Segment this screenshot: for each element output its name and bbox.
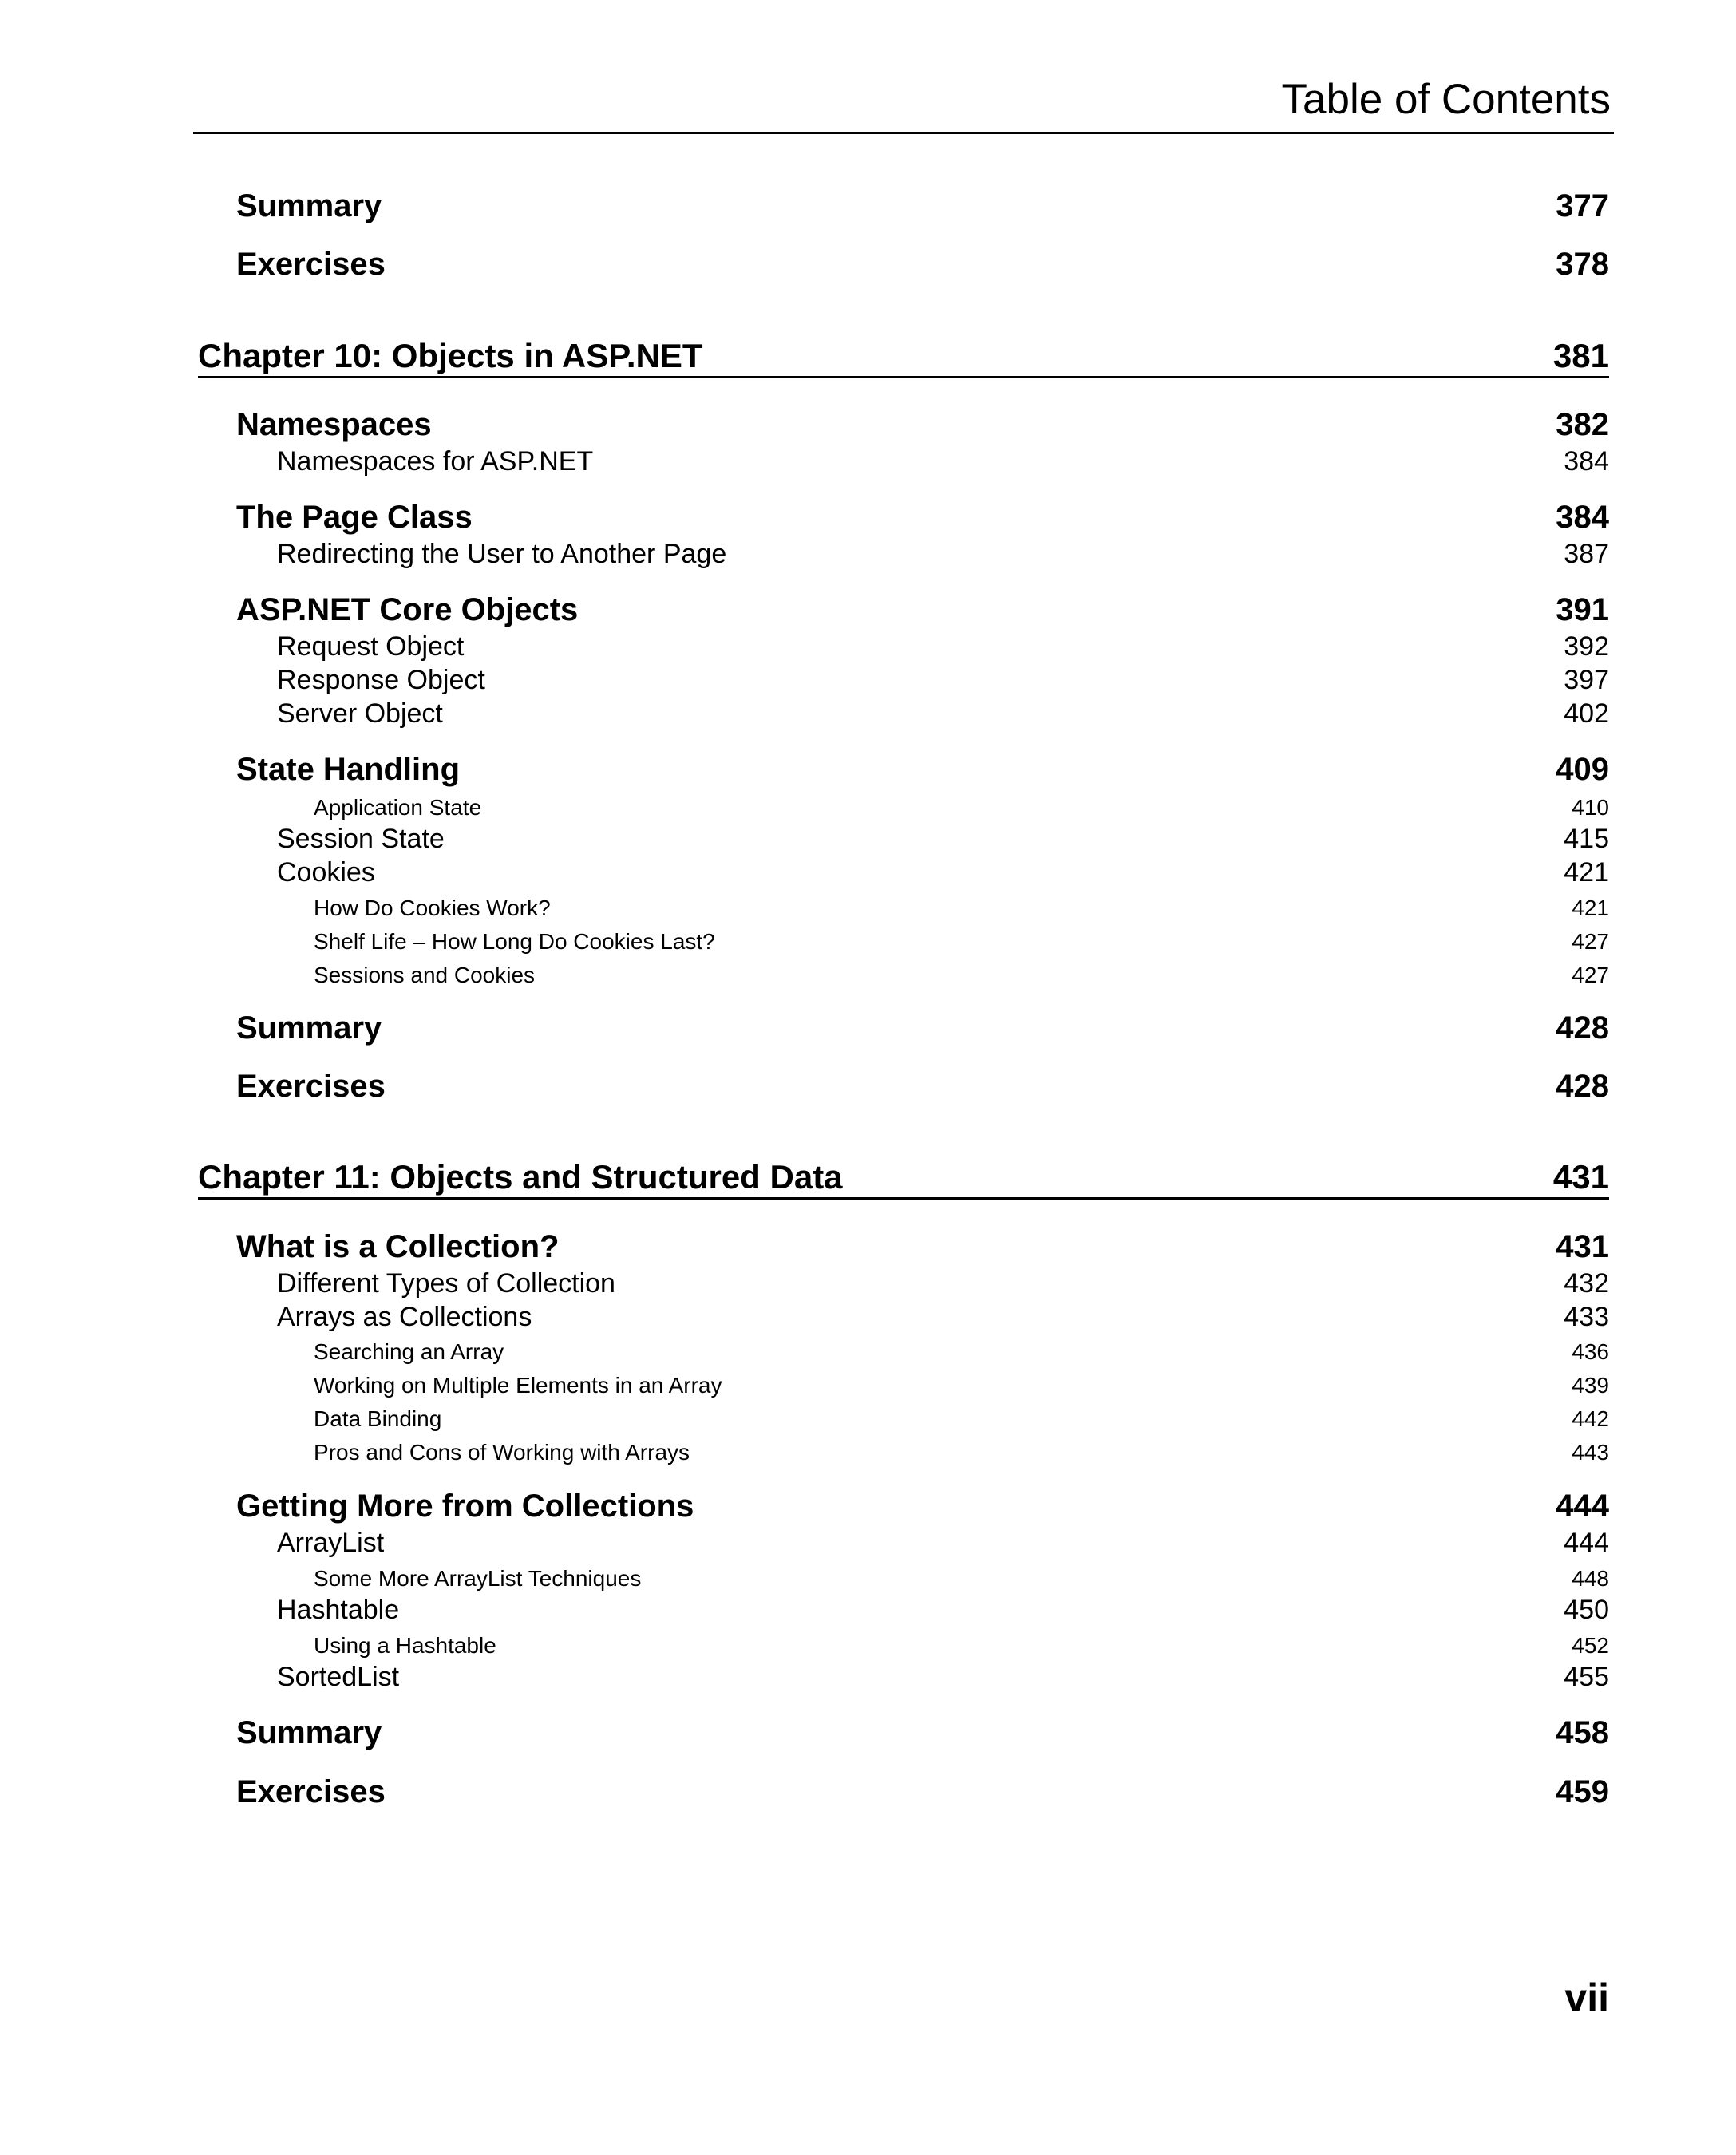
toc-entry-page: 432 (1564, 1268, 1609, 1299)
toc-entry-label: Exercises (236, 247, 386, 282)
toc-entry-page: 392 (1564, 631, 1609, 662)
toc-entry-page: 443 (1572, 1440, 1609, 1465)
toc-entry-page: 409 (1556, 752, 1609, 787)
toc-subsubentry-shelf-life[interactable] (0, 931, 1736, 953)
toc-entry-label: Summary (236, 1010, 382, 1046)
toc-entry-label: State Handling (236, 752, 461, 787)
toc-entry-page: 427 (1572, 963, 1609, 987)
running-header-title: Table of Contents (1281, 76, 1611, 123)
toc-subentry-hashtable[interactable] (0, 1596, 1736, 1623)
toc-entry-page: 450 (1564, 1595, 1609, 1625)
toc-entry-page: 431 (1556, 1229, 1609, 1264)
toc-entry-page: 402 (1564, 698, 1609, 729)
toc-entry-page: 397 (1564, 665, 1609, 695)
toc-entry-exercises[interactable] (0, 1776, 1736, 1808)
toc-entry-label: Shelf Life – How Long Do Cookies Last? (314, 929, 715, 954)
toc-entry-page: 436 (1572, 1339, 1609, 1364)
toc-entry-label: Summary (236, 188, 382, 223)
toc-entry-label: Request Object (277, 631, 465, 662)
chapter-title: Chapter 11: Objects and Structured Data (198, 1158, 843, 1196)
toc-subentry-types-of-collection[interactable] (0, 1270, 1736, 1297)
toc-entry-page: 459 (1556, 1774, 1609, 1809)
toc-entry-label: Namespaces (236, 407, 432, 442)
toc-entry-label: Summary (236, 1715, 382, 1750)
toc-entry-label: Redirecting the User to Another Page (277, 539, 727, 569)
toc-entry-label: Sessions and Cookies (314, 963, 536, 987)
toc-entry-page: 421 (1572, 896, 1609, 920)
toc-subentry-redirecting[interactable] (0, 540, 1736, 567)
toc-subsubentry-pros-and-cons[interactable] (0, 1441, 1736, 1464)
toc-entry-namespaces[interactable] (0, 409, 1736, 441)
toc-entry-label: Response Object (277, 665, 485, 695)
chapter-rule (198, 376, 1609, 378)
header-rule (193, 132, 1614, 134)
toc-entry-page: 433 (1564, 1302, 1609, 1332)
chapter-rule (198, 1197, 1609, 1200)
toc-subsubentry-sessions-and-cookies[interactable] (0, 964, 1736, 987)
toc-entry-page: 452 (1572, 1633, 1609, 1658)
chapter-page: 381 (1552, 337, 1609, 374)
toc-entry-label: Getting More from Collections (236, 1489, 694, 1524)
toc-entry-label: Exercises (236, 1774, 386, 1809)
toc-entry-page: 444 (1564, 1528, 1609, 1558)
toc-entry-label: Namespaces for ASP.NET (277, 446, 594, 476)
toc-entry-label: The Page Class (236, 500, 473, 535)
toc-entry-core-objects[interactable] (0, 594, 1736, 626)
toc-entry-page: 382 (1556, 407, 1609, 442)
toc-entry-label: Using a Hashtable (314, 1633, 496, 1658)
toc-entry-label: Pros and Cons of Working with Arrays (314, 1440, 690, 1465)
chapter-10-heading[interactable] (198, 339, 1609, 378)
toc-entry-page: 444 (1556, 1489, 1609, 1524)
chapter-title: Chapter 10: Objects in ASP.NET (198, 337, 703, 374)
toc-entry-label: How Do Cookies Work? (314, 896, 551, 920)
chapter-page: 431 (1552, 1158, 1609, 1196)
toc-entry-exercises[interactable] (0, 248, 1736, 280)
toc-entry-page: 377 (1556, 188, 1609, 223)
toc-entry-page: 384 (1564, 446, 1609, 476)
toc-entry-page: 410 (1572, 795, 1609, 820)
toc-subsubentry-data-binding[interactable] (0, 1408, 1736, 1430)
toc-subentry-sortedlist[interactable] (0, 1663, 1736, 1690)
toc-subentry-arrays-as-collections[interactable] (0, 1303, 1736, 1331)
toc-entry-page: 421 (1564, 857, 1609, 888)
toc-entry-label: Application State (314, 795, 482, 820)
toc-entry-label: Exercises (236, 1069, 386, 1104)
toc-entry-label: Server Object (277, 698, 443, 729)
toc-entry-label: Data Binding (314, 1406, 442, 1431)
toc-subsubentry-using-hashtable[interactable] (0, 1635, 1736, 1657)
toc-entry-page: 428 (1556, 1010, 1609, 1046)
toc-subsubentry-multiple-elements[interactable] (0, 1374, 1736, 1397)
toc-subentry-namespaces-for-aspnet[interactable] (0, 448, 1736, 475)
toc-entry-page: 458 (1556, 1715, 1609, 1750)
toc-entry-page: 439 (1572, 1373, 1609, 1398)
toc-entry-label: Hashtable (277, 1595, 400, 1625)
toc-entry-summary[interactable] (0, 1012, 1736, 1044)
toc-entry-page: 391 (1556, 592, 1609, 627)
toc-entry-page: 387 (1564, 539, 1609, 569)
toc-entry-label: Searching an Array (314, 1339, 504, 1364)
toc-entry-label: Working on Multiple Elements in an Array (314, 1373, 722, 1398)
toc-entry-page: 455 (1564, 1662, 1609, 1692)
toc-subentry-arraylist[interactable] (0, 1529, 1736, 1556)
toc-entry-summary[interactable] (0, 190, 1736, 222)
toc-entry-page: 442 (1572, 1406, 1609, 1431)
page-number: vii (1564, 1975, 1609, 2020)
toc-entry-label: Cookies (277, 857, 375, 888)
toc-subsubentry-searching-array[interactable] (0, 1341, 1736, 1363)
toc-entry-more-from-collections[interactable] (0, 1490, 1736, 1522)
chapter-11-heading[interactable] (198, 1158, 1609, 1200)
toc-entry-label: Different Types of Collection (277, 1268, 615, 1299)
toc-subsubentry-arraylist-techniques[interactable] (0, 1568, 1736, 1590)
toc-entry-label: Arrays as Collections (277, 1302, 532, 1332)
toc-entry-page: 428 (1556, 1069, 1609, 1104)
toc-entry-page: 378 (1556, 247, 1609, 282)
toc-entry-page: 415 (1564, 824, 1609, 854)
toc-entry-label: Session State (277, 824, 445, 854)
toc-subentry-session-state[interactable] (0, 825, 1736, 852)
toc-entry-label: What is a Collection? (236, 1229, 560, 1264)
toc-entry-what-is-collection[interactable] (0, 1231, 1736, 1263)
toc-entry-page: 448 (1572, 1566, 1609, 1591)
toc-entry-page-class[interactable] (0, 501, 1736, 533)
toc-subentry-request-object[interactable] (0, 633, 1736, 660)
toc-entry-summary[interactable] (0, 1717, 1736, 1749)
toc-subsubentry-how-cookies-work[interactable] (0, 897, 1736, 919)
toc-entry-page: 427 (1572, 929, 1609, 954)
toc-subsubentry-application-state[interactable] (0, 797, 1736, 819)
toc-entry-label: ArrayList (277, 1528, 385, 1558)
toc-entry-label: Some More ArrayList Techniques (314, 1566, 642, 1591)
toc-entry-label: ASP.NET Core Objects (236, 592, 579, 627)
toc-subentry-server-object[interactable] (0, 700, 1736, 727)
toc-entry-exercises[interactable] (0, 1070, 1736, 1102)
toc-entry-state-handling[interactable] (0, 753, 1736, 785)
toc-subentry-response-object[interactable] (0, 666, 1736, 694)
toc-subentry-cookies[interactable] (0, 859, 1736, 886)
toc-entry-label: SortedList (277, 1662, 400, 1692)
toc-entry-page: 384 (1556, 500, 1609, 535)
